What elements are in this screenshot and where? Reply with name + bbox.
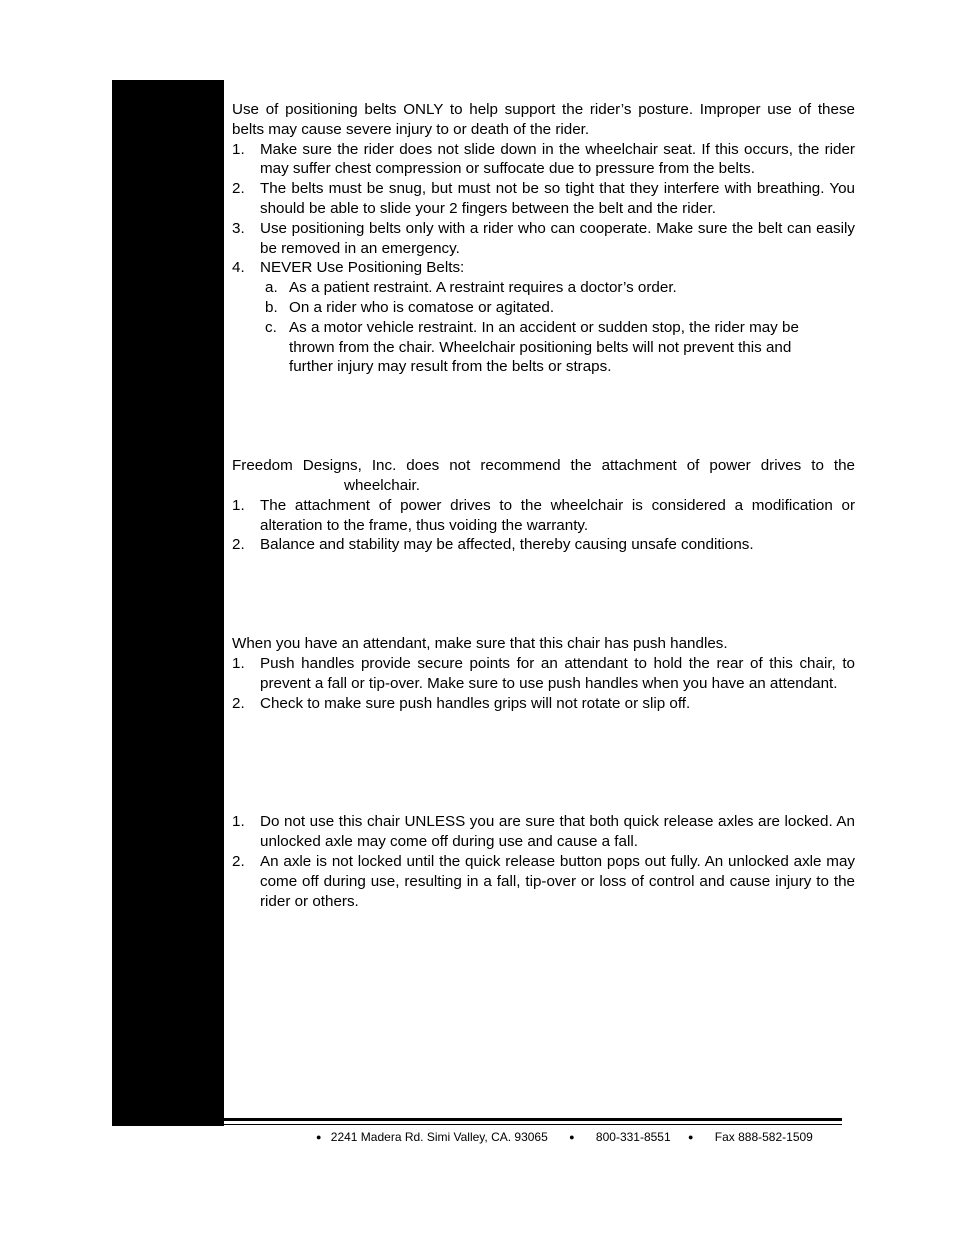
intro-text-b: wheelchair. — [344, 476, 420, 494]
item-letter: b. — [265, 298, 278, 316]
item-number: 4. — [232, 259, 245, 277]
sub-list-item — [260, 278, 855, 298]
list-item — [232, 694, 855, 714]
bullet-dot: ● — [316, 1132, 322, 1142]
list-item — [232, 496, 855, 536]
item-text: On a rider who is comatose or agitated. — [289, 298, 555, 316]
sub-list-item — [260, 318, 855, 377]
item-text: Do not use this chair UNLESS you are sure that both quick release axles are locked. An unlocked axle may come off during use and cause a fall. — [260, 813, 855, 851]
power-drives-section — [232, 456, 855, 555]
item-text: An axle is not locked until the quick release button pops out fully. An unlocked axle may come off during use, resulting in a fall, tip-over or loss of control and cause injury to the rider or others. — [260, 852, 855, 910]
item-number: 1. — [232, 654, 245, 672]
list-item — [232, 852, 855, 911]
page-footer — [316, 1130, 846, 1144]
item-number: 1. — [232, 813, 245, 831]
item-number: 2. — [232, 536, 245, 554]
item-text: The attachment of power drives to the wheelchair is considered a modification or alteration to the frame, thus voiding the warranty. — [260, 496, 855, 534]
bullet-dot: ● — [688, 1132, 694, 1142]
power-drives-intro — [232, 456, 855, 496]
sub-list-item — [260, 298, 855, 318]
page-content — [232, 100, 855, 911]
item-text: Use positioning belts only with a rider who can cooperate. Make sure the belt can easily be removed in an emergency. — [260, 219, 855, 257]
item-number: 1. — [232, 496, 245, 514]
item-text: Check to make sure push handles grips will not rotate or slip off. — [260, 694, 691, 712]
power-drives-list — [232, 496, 855, 555]
item-number: 2. — [232, 852, 245, 870]
item-text: As a motor vehicle restraint. In an accident or sudden stop, the rider may be thrown from the chair. Wheelchair positioning belts will not prevent this and further injury may result from the belts or straps. — [289, 318, 799, 376]
push-handles-section — [232, 634, 855, 713]
black-sidebar-bar — [112, 80, 224, 1126]
list-item — [232, 219, 855, 259]
item-text: The belts must be snug, but must not be so tight that they interfere with breathing. You should be able to slide your 2 fingers between the belt and the rider. — [260, 180, 855, 217]
item-letter: c. — [265, 318, 277, 336]
push-handles-list — [232, 654, 855, 713]
quick-release-axles-section — [232, 812, 855, 911]
list-item — [232, 258, 855, 377]
list-item — [232, 535, 855, 555]
axles-list — [232, 812, 855, 911]
item-text: NEVER Use Positioning Belts: — [260, 259, 465, 277]
footer-rule-thick — [224, 1118, 842, 1121]
item-number: 1. — [232, 140, 245, 158]
list-item — [232, 140, 855, 180]
bullet-dot: ● — [569, 1132, 575, 1142]
footer-rule-thin — [224, 1124, 842, 1125]
item-text: Push handles provide secure points for an attendant to hold the rear of this chair, to prevent a fall or tip-over. Make sure to use push handles when you have an attendant. — [260, 654, 855, 692]
item-letter: a. — [265, 279, 278, 297]
never-use-sublist — [260, 278, 855, 377]
positioning-belts-intro: Use of positioning belts ONLY to help support the rider’s posture. Improper use of these belts may cause severe injury to or death of the rider. — [232, 101, 855, 138]
item-number: 2. — [232, 180, 245, 198]
intro-text-a: Freedom Designs, Inc. does not recommend the attachment of power drives to the — [232, 457, 855, 475]
footer-phone: 800-331-8551 — [595, 1130, 671, 1144]
positioning-belts-section — [232, 100, 855, 377]
item-text: Make sure the rider does not slide down in the wheelchair seat. If this occurs, the rider may suffer chest compression or suffocate due to pressure from the belts. — [260, 140, 855, 178]
footer-address: 2241 Madera Rd. Simi Valley, CA. 93065 — [330, 1130, 548, 1144]
list-item — [232, 654, 855, 694]
item-number: 3. — [232, 219, 245, 237]
item-number: 2. — [232, 694, 245, 712]
list-item — [232, 179, 855, 219]
item-text: As a patient restraint. A restraint requires a doctor’s order. — [289, 279, 677, 297]
positioning-belts-list — [232, 140, 855, 378]
push-handles-intro: When you have an attendant, make sure that this chair has push handles. — [232, 635, 728, 653]
list-item — [232, 812, 855, 852]
item-text: Balance and stability may be affected, thereby causing unsafe conditions. — [260, 536, 754, 554]
footer-fax: Fax 888-582-1509 — [714, 1130, 813, 1144]
